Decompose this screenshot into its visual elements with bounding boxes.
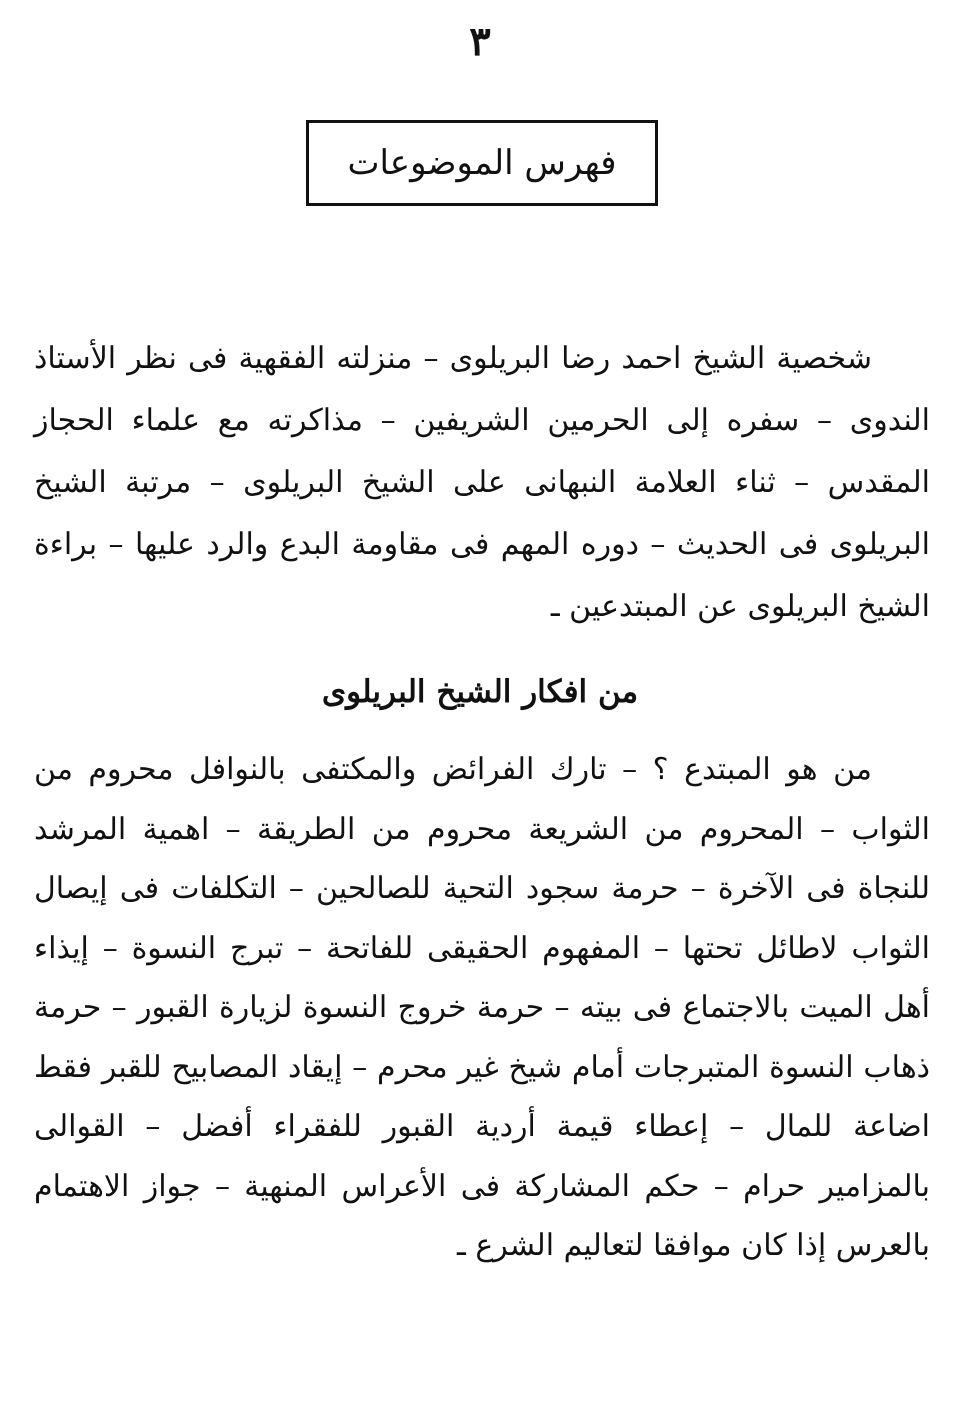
page-title: فهرس الموضوعات: [347, 143, 617, 183]
topics-paragraph-2-text: من هو المبتدع ؟ – تارك الفرائض والمكتفى بالنوافل محروم من الثواب – المحروم من الشريعة محروم من الطريقة – اهمية المرشد للنجاة فى الآخرة – حرمة سجود التحية للصالحين – التكلفات فى إيصال الثواب لاطائل تحتها – المفهوم الحقيقى للفاتحة – تبرج النسوة – إيذاء أهل الميت بالاجتماع فى بيته – حرمة خروج النسوة لزيارة القبور – حرمة ذهاب النسوة المتبرجات أمام شيخ غير محرم – إيقاد المصابيح للقبر فقط اضاعة للمال – إعطاء قيمة أردية القبور للفقراء أفضل – القوالى بالمزامير حرام – حكم المشاركة فى الأعراس المنهية – جواز الاهتمام بالعرس إذا كان موافقا لتعاليم الشرع ـ: [34, 752, 930, 1263]
topics-paragraph-2: [34, 740, 930, 1276]
page-number: ٣: [469, 18, 491, 65]
section-heading: من افكار الشيخ البريلوى: [321, 674, 639, 710]
title-box: [306, 120, 658, 206]
topics-paragraph-1: [34, 328, 930, 638]
topics-paragraph-1-text: شخصية الشيخ احمد رضا البريلوى – منزلته الفقهية فى نظر الأستاذ الندوى – سفره إلى الحرمين الشريفين – مذاكرته مع علماء الحجاز المقدس – ثناء العلامة النبهانى على الشيخ البريلوى – مرتبة الشيخ البريلوى فى الحديث – دوره المهم فى مقاومة البدع والرد عليها – براءة الشيخ البريلوى عن المبتدعين ـ: [34, 341, 930, 624]
